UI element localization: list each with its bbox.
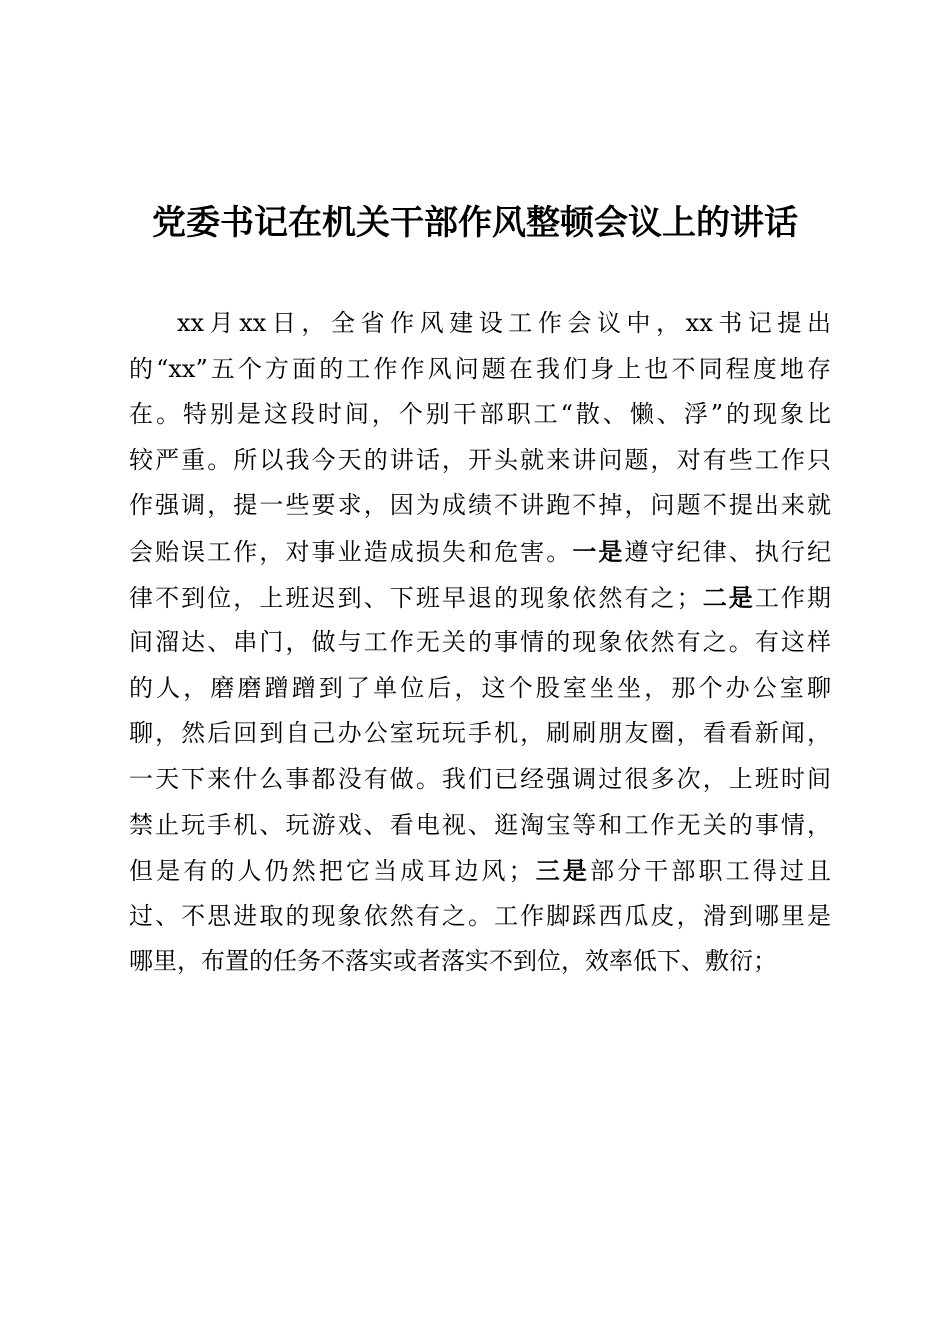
body-text: 聊，然后回到自己办公室玩玩手机，刷刷朋友圈，看看新闻， [129,719,831,748]
body-line [129,757,831,803]
body-text: 但是有的人仍然把它当成耳边风； [129,857,533,886]
body-text: 部分干部职工得过且 [590,857,832,886]
body-text: 的人，磨磨蹭蹭到了单位后，这个股室坐坐，那个办公室聊 [129,673,831,702]
body-line [129,620,831,666]
body-text: 会贻误工作，对事业造成损失和危害。 [129,537,573,566]
body-line [129,438,831,484]
body-text: 律不到位，上班迟到、下班早退的现象依然有之； [129,583,701,612]
body-text: 过、不思进取的现象依然有之。工作脚踩西瓜皮，滑到哪里是 [129,901,831,930]
body-text: 较严重。所以我今天的讲话，开头就来讲问题，对有些工作只 [129,445,831,474]
body-line [129,529,831,575]
body-line [129,301,831,347]
body-text: 间溜达、串门，做与工作无关的事情的现象依然有之。有这样 [129,628,831,657]
body-text: 一天下来什么事都没有做。我们已经强调过很多次，上班时间 [129,764,831,793]
body-text: 在。特别是这段时间，个别干部职工“散、懒、浮”的现象比 [129,400,831,429]
body-line [129,666,831,712]
emphasis-text: 二是 [700,582,755,612]
body-line [129,392,831,438]
body-line [129,939,831,985]
body-line [129,575,831,621]
document-title: 党委书记在机关干部作风整顿会议上的讲话 [152,203,798,243]
body-text: 作强调，提一些要求，因为成绩不讲跑不掉，问题不提出来就 [129,491,831,520]
document-body [129,301,831,985]
emphasis-text: 三是 [532,856,591,886]
body-line [129,894,831,940]
body-line [129,803,831,849]
body-line [129,483,831,529]
body-text: 的“xx”五个方面的工作作风问题在我们身上也不同程度地存 [129,354,831,383]
body-text: 遵守纪律、执行纪 [624,537,832,566]
body-text: 禁止玩手机、玩游戏、看电视、逛淘宝等和工作无关的事情， [129,810,831,839]
body-text: 哪里，布置的任务不落实或者落实不到位，效率低下、敷衍； [129,947,777,976]
body-text: 工作期 [754,583,832,612]
body-text: xx月xx日，全省作风建设工作会议中，xx书记提出 [177,309,831,337]
emphasis-text: 一是 [572,536,625,566]
body-line [129,347,831,393]
body-line [129,711,831,757]
body-line [129,848,831,894]
